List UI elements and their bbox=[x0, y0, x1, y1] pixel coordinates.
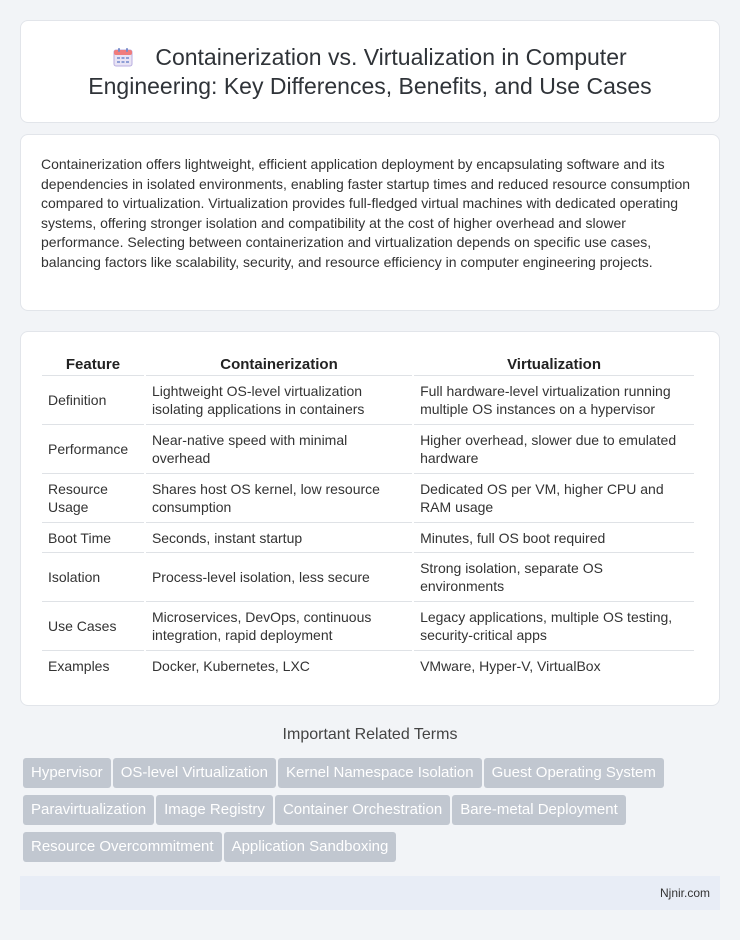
comparison-table bbox=[40, 348, 696, 681]
term-tag[interactable]: Container Orchestration bbox=[275, 795, 450, 825]
feature-cell: Use Cases bbox=[42, 602, 144, 651]
table-header-row bbox=[42, 348, 694, 376]
title-card bbox=[20, 20, 720, 123]
term-tag[interactable]: Paravirtualization bbox=[23, 795, 154, 825]
virtualization-cell: Legacy applications, multiple OS testing, security-critical apps bbox=[414, 602, 694, 651]
related-terms-list bbox=[23, 758, 723, 869]
containerization-cell: Near-native speed with minimal overhead bbox=[146, 425, 412, 474]
table-row bbox=[42, 474, 694, 523]
related-terms-heading: Important Related Terms bbox=[282, 726, 458, 743]
term-tag[interactable]: Resource Overcommitment bbox=[23, 832, 222, 862]
page-title bbox=[21, 43, 719, 101]
table-row bbox=[42, 376, 694, 425]
virtualization-cell: Strong isolation, separate OS environments bbox=[414, 553, 694, 602]
term-tag[interactable]: OS-level Virtualization bbox=[113, 758, 276, 788]
comparison-table-card bbox=[20, 331, 720, 706]
term-tag[interactable]: Bare-metal Deployment bbox=[452, 795, 626, 825]
feature-cell: Resource Usage bbox=[42, 474, 144, 523]
term-tag[interactable]: Guest Operating System bbox=[484, 758, 664, 788]
virtualization-cell: Higher overhead, slower due to emulated hardware bbox=[414, 425, 694, 474]
table-row bbox=[42, 602, 694, 651]
containerization-cell: Shares host OS kernel, low resource consumption bbox=[146, 474, 412, 523]
virtualization-cell: Dedicated OS per VM, higher CPU and RAM usage bbox=[414, 474, 694, 523]
table-row bbox=[42, 553, 694, 602]
term-tag[interactable]: Kernel Namespace Isolation bbox=[278, 758, 482, 788]
feature-cell: Definition bbox=[42, 376, 144, 425]
containerization-cell: Process-level isolation, less secure bbox=[146, 553, 412, 602]
virtualization-cell: Full hardware-level virtualization running multiple OS instances on a hypervisor bbox=[414, 376, 694, 425]
containerization-cell: Docker, Kubernetes, LXC bbox=[151, 658, 310, 674]
summary-text: Containerization offers lightweight, efficient application deployment by encapsulating software and its dependencies in isolated environments, enabling faster startup times and reduced resource consumption compared to virtualization. Virtualization provides full-fledged virtual machines with dedicated operating systems, offering stronger isolation and compatibility at the cost of higher overhead and slower performance. Selecting between containerization and virtualization depends on specific use cases, balancing factors like scalability, security, and resource efficiency in computer engineering projects. bbox=[41, 156, 691, 270]
containerization-cell: Microservices, DevOps, continuous integration, rapid deployment bbox=[146, 602, 412, 651]
term-tag[interactable]: Application Sandboxing bbox=[224, 832, 397, 862]
feature-cell: Performance bbox=[42, 425, 144, 474]
term-tag[interactable]: Image Registry bbox=[156, 795, 273, 825]
footer bbox=[20, 876, 720, 910]
summary-card bbox=[20, 134, 720, 311]
table-row bbox=[42, 651, 694, 681]
feature-cell: Boot Time bbox=[42, 523, 144, 553]
containerization-cell: Seconds, instant startup bbox=[146, 523, 412, 553]
footer-site[interactable]: Njnir.com bbox=[659, 886, 710, 900]
virtualization-cell: Minutes, full OS boot required bbox=[414, 523, 694, 553]
term-tag[interactable]: Hypervisor bbox=[23, 758, 111, 788]
feature-cell: Examples bbox=[48, 658, 110, 674]
calendar-icon bbox=[113, 47, 133, 67]
table-row bbox=[42, 425, 694, 474]
table-row bbox=[42, 523, 694, 553]
virtualization-cell: VMware, Hyper-V, VirtualBox bbox=[420, 658, 601, 674]
header-containerization: Containerization bbox=[146, 348, 412, 376]
header-virtualization: Virtualization bbox=[414, 348, 694, 376]
page-title-text: Containerization vs. Virtualization in Computer Engineering: Key Differences, Benefits, and Use Cases bbox=[88, 43, 652, 99]
containerization-cell: Lightweight OS-level virtualization isolating applications in containers bbox=[146, 376, 412, 425]
feature-cell: Isolation bbox=[42, 553, 144, 602]
header-feature: Feature bbox=[42, 348, 144, 376]
